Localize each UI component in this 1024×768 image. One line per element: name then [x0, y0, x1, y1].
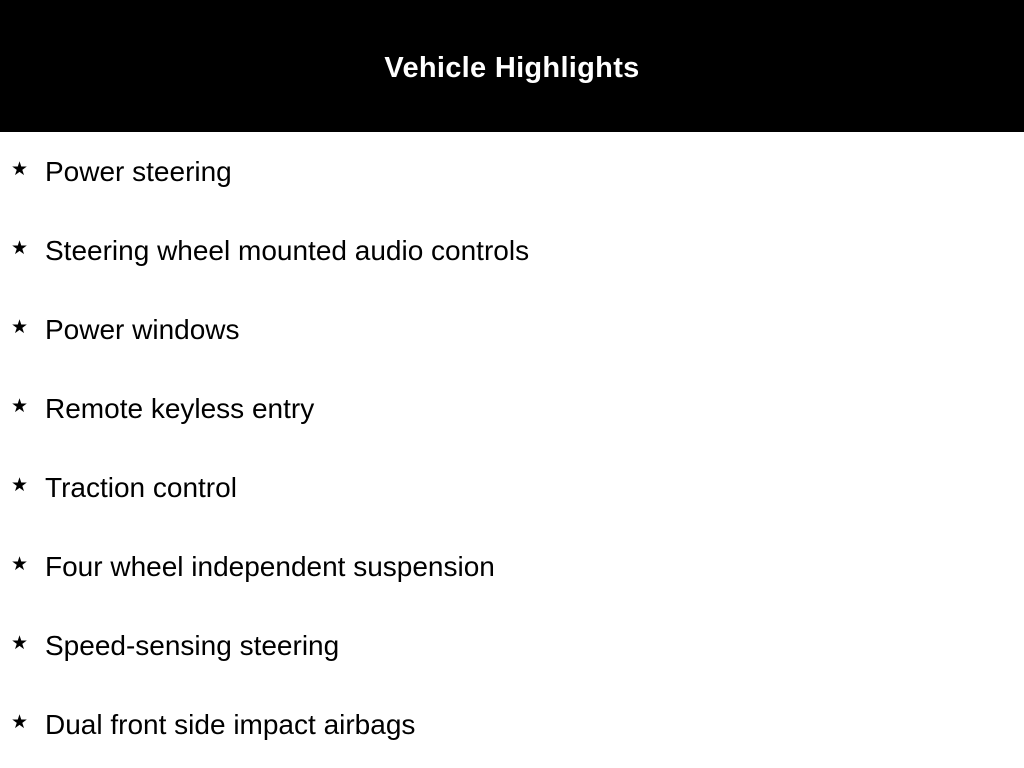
star-icon: ★ — [11, 553, 29, 575]
highlight-label: Four wheel independent suspension — [45, 551, 495, 582]
list-item — [0, 449, 1024, 528]
highlight-label: Power windows — [45, 314, 240, 345]
page-title: Vehicle Highlights — [384, 52, 640, 84]
highlight-label: Speed-sensing steering — [45, 630, 340, 661]
star-icon: ★ — [11, 474, 29, 496]
star-icon: ★ — [11, 632, 29, 654]
list-item — [0, 291, 1024, 370]
highlight-label: Power steering — [45, 156, 232, 187]
star-icon: ★ — [11, 711, 29, 733]
list-item — [0, 686, 1024, 765]
star-icon: ★ — [11, 158, 29, 180]
list-item — [0, 370, 1024, 449]
highlight-label: Steering wheel mounted audio controls — [45, 235, 530, 266]
highlights-list — [0, 133, 1024, 765]
list-item — [0, 133, 1024, 212]
highlight-label: Dual front side impact airbags — [45, 709, 416, 740]
star-icon: ★ — [11, 237, 29, 259]
header-banner — [0, 0, 1024, 132]
star-icon: ★ — [11, 395, 29, 417]
list-item — [0, 528, 1024, 607]
list-item — [0, 607, 1024, 686]
star-icon: ★ — [11, 316, 29, 338]
list-item — [0, 212, 1024, 291]
highlight-label: Remote keyless entry — [45, 393, 315, 424]
highlight-label: Traction control — [45, 472, 237, 503]
